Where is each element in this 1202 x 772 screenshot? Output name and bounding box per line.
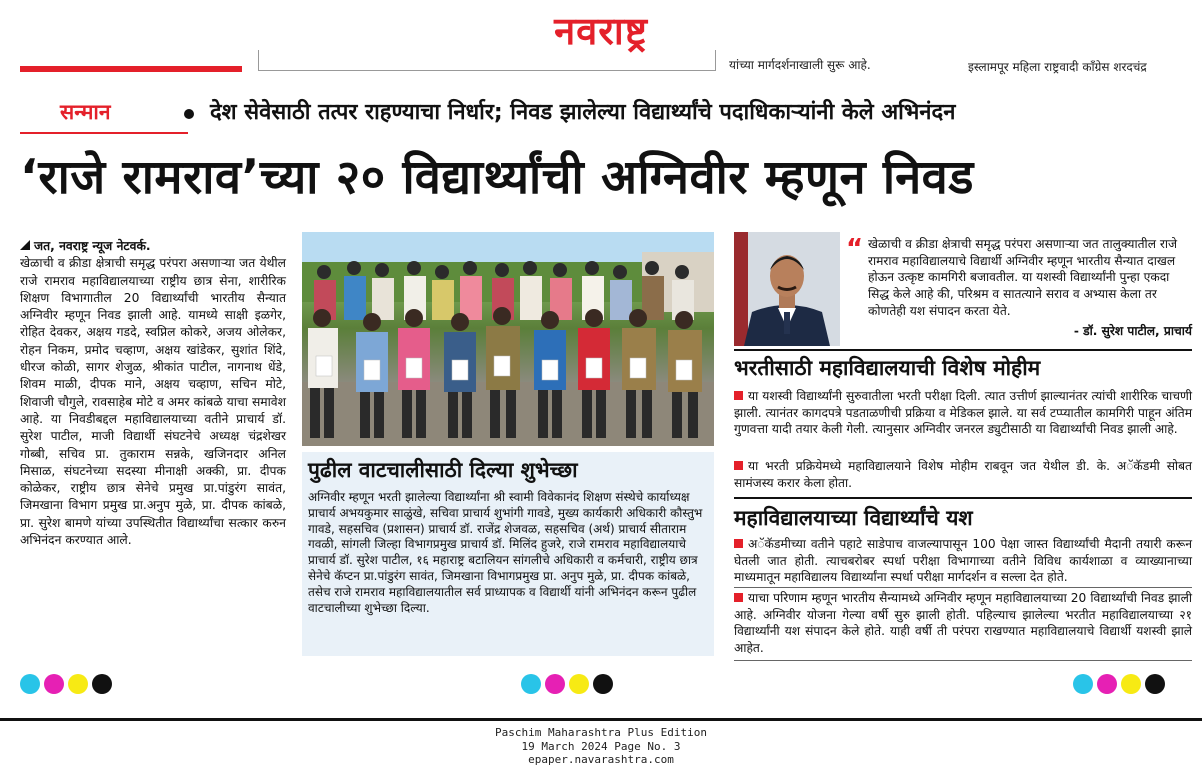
dateline: जत, नवराष्ट्र न्यूज नेटवर्क. xyxy=(34,239,151,253)
footer-edition: Paschim Maharashtra Plus Edition xyxy=(495,726,707,739)
bullet-icon xyxy=(184,109,194,119)
section2-para1-text: अॅकॅडमीच्या वतीने पहाटे साडेपाच वाजल्यापासून 100 पेक्षा जास्त विद्यार्थ्यांची मैदानी तयारी करून घेतली जात होती. त्याचबरोबर स्पर्धा परीक्षा विभागाच्या वतीने विविध कार्यशाळा व व्याख्यानाच्या माध्यमातून महाविद्यालय विद्यार्थ्यांना स्पर्धा परीक्षा मार्गदर्शन व सल्ला देत होते. xyxy=(734,537,1192,584)
footer xyxy=(0,726,1202,767)
yellow-dot-icon xyxy=(68,674,88,694)
registration-marks-right xyxy=(1073,674,1165,694)
top-right-text: इस्लामपूर महिला राष्ट्रवादी काँग्रेस शरदचंद्र xyxy=(968,60,1147,74)
quote-signature: - डॉ. सुरेश पाटील, प्राचार्य xyxy=(1073,324,1192,338)
principal-portrait xyxy=(734,232,840,346)
left-article xyxy=(20,238,286,549)
category-label: सन्मान xyxy=(60,100,111,124)
red-square-icon xyxy=(734,461,743,470)
magenta-dot-icon xyxy=(44,674,64,694)
registration-marks-center xyxy=(521,674,613,694)
section2-para2 xyxy=(734,590,1192,656)
section1-para1 xyxy=(734,388,1192,438)
cyan-dot-icon xyxy=(20,674,40,694)
section1-rule xyxy=(734,349,1192,351)
top-right-strip xyxy=(732,58,1192,75)
group-photo-illustration xyxy=(302,232,714,446)
cyan-dot-icon xyxy=(1073,674,1093,694)
registration-marks-left xyxy=(20,674,112,694)
section2-para2-text: याचा परिणाम म्हणून भारतीय सैन्यामध्ये अग्निवीर म्हणून महाविद्यालयाच्या 20 विद्यार्थ्यांची निवड झाली आहे. अग्निवीर योजना गेल्या वर्षी सुरु झाली होती. पहिल्याच झालेल्या भरतीत महाविद्यालयाच्या २१ विद्यार्थ्यांनी यश संपादन केले होते. याही वर्षी ती परंपरा राखण्यात महाविद्यालयाचे विद्यार्थी यशस्वी झाले आहेत. xyxy=(734,591,1192,655)
quote-mark-icon: “ xyxy=(846,234,864,264)
section1-heading: भरतीसाठी महाविद्यालयाची विशेष मोहीम xyxy=(734,356,1041,380)
section2-heading: महाविद्यालयाच्या विद्यार्थ्यांचे यश xyxy=(734,506,973,530)
wishes-body: अग्निवीर म्हणून भरती झालेल्या विद्यार्थ्यांना श्री स्वामी विवेकानंद शिक्षण संस्थेचे कार्याध्यक्ष प्राचार्य अभयकुमार साळुंखे, सचिवा प्राचार्य शुभांगी गावडे, मुख्य कार्यकारी अधिकारी कौस्तुभ गावडे, सहसचिव (प्रशासन) प्राचार्य डॉ. राजेंद्र शेजवळ, सहसचिव (अर्थ) प्राचार्य सीताराम गवळी, सांगली जिल्हा विभागप्रमुख प्राचार्य डॉ. मिलिंद हुजरे, राजे रामराव महाविद्यालयाचे प्राचार्य डॉ. सुरेश पाटील, १६ महाराष्ट्र बटालियन सांगलीचे अधिकारी व कर्मचारी, राष्ट्रीय छात्र सेनेचे कॅप्टन प्रा.पांडुरंग सावंत, जिमखाना विभागप्रमुख प्रा. अनुप मुळे, प्रा. दीपक कांबळे, तसेच राजे रामराव महाविद्यालयातील सर्व प्राध्यापक व विद्यार्थी यांनी अभिनंदन करून पुढील वाटचालीच्या शुभेच्छा दिल्या. xyxy=(308,490,703,615)
portrait-illustration xyxy=(734,232,840,346)
section1-para2 xyxy=(734,458,1192,491)
footer-rule xyxy=(0,718,1202,721)
section2-para1 xyxy=(734,536,1192,586)
kicker-text: देश सेवेसाठी तत्पर राहण्याचा निर्धार; निवड झालेल्या विद्यार्थ्यांचे पदाधिकाऱ्यांनी केले अभिनंदन xyxy=(210,100,956,125)
dateline-triangle-icon xyxy=(20,240,30,250)
footer-site-link[interactable]: epaper.navarashtra.com xyxy=(528,753,674,766)
black-dot-icon xyxy=(92,674,112,694)
yellow-dot-icon xyxy=(569,674,589,694)
black-dot-icon xyxy=(593,674,613,694)
footer-date-page: 19 March 2024 Page No. 3 xyxy=(521,739,681,753)
top-rule-box xyxy=(258,50,871,72)
group-photo xyxy=(302,232,714,446)
wishes-heading: पुढील वाटचालीसाठी दिल्या शुभेच्छा xyxy=(308,458,578,482)
magenta-dot-icon xyxy=(1097,674,1117,694)
section1-para1-text: या यशस्वी विद्यार्थ्यांनी सुरुवातीला भरती परीक्षा दिली. त्यात उत्तीर्ण झाल्यानंतर त्यांची शारीरिक चाचणी झाली. त्यानंतर कागदपत्रे पडताळणीची प्रक्रिया व मेडिकल झाले. या सर्व टप्प्यातील कामगिरी पाहून अंतिम गुणवत्ता यादी तयार केली गेली. त्यानुसार अग्निवीर जनरल ड्युटीसाठी या विद्यार्थ्यांची निवड झाली आहे. xyxy=(734,389,1192,436)
quote-text: खेळाची व क्रीडा क्षेत्राची समृद्ध परंपरा असणाऱ्या जत तालुक्यातील राजे रामराव महाविद्यालयाचे विद्यार्थी अग्निवीर म्हणून भारतीय सैन्यात दाखल होऊन उत्कृष्ट कामगिरी बजावतील. या यशस्वी विद्यार्थ्यांनी पुन्हा एकदा सिद्ध केले आहे की, परिश्रम व सातत्याने सराव व अभ्यास केला तर कोणतेही यश संपादन करता येते. xyxy=(868,237,1178,318)
masthead-logo: नवराष्ट्र xyxy=(554,9,648,53)
yellow-dot-icon xyxy=(1121,674,1141,694)
section2-rule xyxy=(734,497,1192,499)
top-center-text: यांच्या मार्गदर्शनाखाली सुरू आहे. xyxy=(729,58,871,72)
left-article-body: खेळाची व क्रीडा क्षेत्राची समृद्ध परंपरा असणाऱ्या जत येथील राजे रामराव महाविद्यालयाच्या राष्ट्रीय छात्र सेना, शारीरिक शिक्षण विभागातील 20 विद्यार्थ्यांची भारतीय सैन्यात अग्निवीर म्हणून निवड झाली आहे. यामध्ये साक्षी इळगेर, रोहित देवकर, अक्षय गडदे, स्वप्निल कोकरे, अजय ओलेकर, रोहन निकम, प्रमोद चव्हाण, अक्षय खांडेकर, सुशांत शिंदे, धीरज कोळी, सागर शेजुळ, श्रीकांत पाटील, नागनाथ धेंडे, शिवम माळी, दीपक माने, अक्षय चव्हाण, सचिन मोटे, शिवाजी चौगुले, रावसाहेब मोटे व अमर कांबळे याचा समावेश आहे. या निवडीबद्दल महाविद्यालयाच्या वतीने प्राचार्य डॉ. सुरेश पाटील, माजी विद्यार्थी संघटनेचे अध्यक्ष चंद्रशेखर गोब्बी, सचिव प्रा. तुकाराम सन्नके, खजिनदार अनिल मिसाळ, संघटनेच्या सदस्या मीनाक्षी अक्की, प्रा. दीपक कोळेकर, राष्ट्रीय छात्र सेनेचे प्रमुख प्रा.पांडुरंग सावंत, जिमखाना विभाग प्रमुख प्रा.अनुप मुळे, प्रा. दीपक कांबळे, प्रा. सुरेश बामणे यांच्या उपस्थितीत विद्यार्थ्यांचा सत्कार करुन अभिनंदन करण्यात आले. xyxy=(20,256,286,548)
headline: ‘राजे रामराव’च्या २० विद्यार्थ्यांची अग्निवीर म्हणून निवड xyxy=(20,150,974,205)
top-red-bar xyxy=(20,66,242,72)
category-underline xyxy=(20,132,188,134)
section2-bottom-rule xyxy=(734,660,1192,661)
red-square-icon xyxy=(734,539,743,548)
section1-para2-text: या भरती प्रक्रियेमध्ये महाविद्यालयाने विशेष मोहीम राबवून जत येथील डी. के. अॅकॅडमी सोबत सामंजस्य करार केला होता. xyxy=(734,459,1192,490)
red-square-icon xyxy=(734,391,743,400)
red-square-icon xyxy=(734,593,743,602)
magenta-dot-icon xyxy=(545,674,565,694)
black-dot-icon xyxy=(1145,674,1165,694)
cyan-dot-icon xyxy=(521,674,541,694)
section2-thin-rule xyxy=(734,587,1192,588)
